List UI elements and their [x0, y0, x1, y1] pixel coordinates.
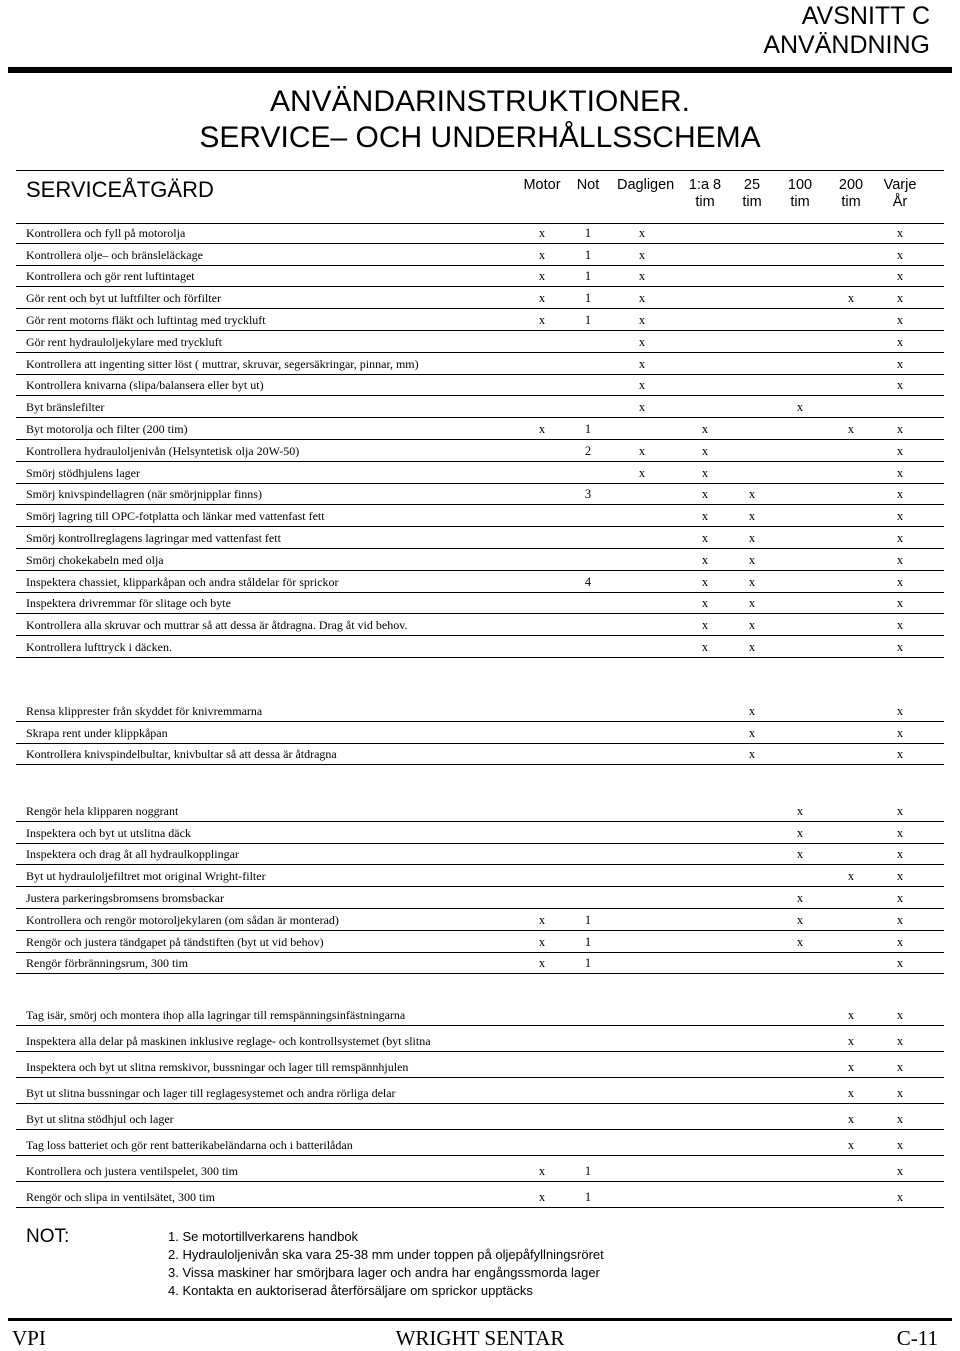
notes-label: NOT: [26, 1226, 70, 1247]
interval-mark-h8: x [701, 509, 709, 524]
table-row [16, 244, 944, 266]
table-row [16, 843, 944, 865]
table-row [16, 1156, 944, 1182]
task-label: Smörj chokekabeln med olja [26, 552, 164, 567]
interval-mark-year: x [896, 1164, 904, 1178]
column-header-line: tim [790, 194, 810, 210]
interval-mark-not: 1 [584, 422, 592, 436]
interval-mark-year: x [896, 422, 904, 436]
table-row [16, 865, 944, 887]
column-header-dagligen [617, 177, 675, 194]
task-label: Kontrollera knivspindelbultar, knivbultar så att dessa är åtdragna [26, 747, 337, 762]
footer-publisher: VPI [12, 1326, 46, 1350]
interval-mark-not: 1 [584, 956, 592, 971]
interval-mark-year: x [896, 225, 904, 240]
interval-mark-h200: x [847, 291, 855, 306]
interval-mark-h200: x [847, 1138, 855, 1152]
task-label: Justera parkeringsbromsens bromsbackar [26, 891, 224, 905]
task-label: Byt ut slitna stödhjul och lager [26, 1112, 174, 1126]
table-row [16, 353, 944, 375]
interval-mark-not: 1 [584, 225, 592, 240]
task-label: Byt ut hydrauloljefiltret mot original Wright-filter [26, 869, 266, 884]
page-title [0, 84, 960, 156]
column-header-line: 100 [787, 177, 813, 193]
table-row [16, 331, 944, 353]
table-row [16, 1182, 944, 1208]
table-header [16, 170, 944, 224]
task-label: Kontrollera och gör rent luftintaget [26, 269, 195, 284]
column-header-line: 1:a 8 [688, 177, 722, 193]
table-row [16, 462, 944, 484]
task-label: Rengör och slipa in ventilsätet, 300 tim [26, 1190, 215, 1204]
interval-mark-h25: x [748, 531, 756, 545]
column-header-line: tim [841, 194, 861, 210]
interval-mark-year: x [896, 747, 904, 762]
interval-mark-h25: x [748, 596, 756, 611]
task-label: Smörj stödhjulens lager [26, 465, 140, 480]
interval-mark-year: x [896, 725, 904, 740]
task-label: Kontrollera knivarna (slipa/balansera eller byt ut) [26, 378, 264, 393]
column-header-line: tim [742, 194, 762, 210]
note-item: 1. Se motortillverkarens handbok [168, 1229, 359, 1244]
column-header-line: Not [576, 177, 600, 193]
interval-mark-h8: x [701, 640, 709, 654]
interval-mark-h25: x [748, 703, 756, 718]
interval-mark-year: x [896, 1060, 904, 1074]
page-title-line-2: SERVICE– OCH UNDERHÅLLSSCHEMA [199, 121, 761, 154]
column-header-line: tim [695, 194, 715, 210]
column-header-task: SERVICEÅTGÄRD [26, 177, 214, 202]
interval-mark-year: x [896, 891, 904, 905]
interval-mark-dagligen: x [638, 291, 646, 306]
interval-mark-h8: x [701, 531, 709, 545]
task-label: Rengör förbränningsrum, 300 tim [26, 956, 188, 971]
interval-mark-year: x [896, 291, 904, 306]
interval-mark-h100: x [796, 891, 804, 905]
column-header-line: Dagligen [617, 177, 675, 193]
table-row [16, 592, 944, 614]
interval-mark-motor: x [538, 934, 546, 949]
interval-mark-h25: x [748, 618, 756, 633]
interval-mark-not: 4 [584, 574, 592, 589]
task-label: Inspektera alla delar på maskinen inklusive reglage- och kontrollsystemet (byt slitna [26, 1034, 431, 1048]
interval-mark-year: x [896, 934, 904, 949]
interval-mark-not: 1 [584, 1190, 592, 1204]
interval-mark-year: x [896, 531, 904, 545]
table-row [16, 931, 944, 953]
interval-mark-h25: x [748, 640, 756, 654]
column-header-h100 [775, 177, 825, 211]
task-label: Rensa klipprester från skyddet för knivremmarna [26, 703, 263, 718]
note-item: 3. Vissa maskiner har smörjbara lager och andra har engångssmorda lager [168, 1265, 600, 1280]
interval-mark-year: x [896, 509, 904, 524]
task-label: Byt ut slitna bussningar och lager till reglagesystemet och andra rörliga delar [26, 1086, 396, 1100]
interval-mark-not: 1 [584, 247, 592, 262]
interval-mark-year: x [896, 956, 904, 971]
section-heading [763, 2, 930, 60]
interval-mark-h8: x [701, 596, 709, 611]
table-row [16, 309, 944, 331]
interval-mark-h25: x [748, 747, 756, 762]
interval-mark-not: 1 [584, 1164, 592, 1178]
table-row [16, 418, 944, 440]
task-label: Inspektera och byt ut utslitna däck [26, 825, 191, 840]
table-row [16, 700, 944, 722]
interval-mark-dagligen: x [638, 356, 646, 371]
interval-mark-motor: x [538, 912, 546, 927]
interval-mark-motor: x [538, 291, 546, 306]
column-header-line: 200 [838, 177, 864, 193]
interval-mark-h25: x [748, 574, 756, 589]
table-row [16, 483, 944, 505]
task-label: Kontrollera lufttryck i däcken. [26, 640, 172, 654]
interval-mark-year: x [896, 596, 904, 611]
interval-mark-h100: x [796, 934, 804, 949]
table-row [16, 287, 944, 309]
task-label: Smörj knivspindellagren (när smörjnipplar finns) [26, 487, 262, 502]
interval-mark-year: x [896, 465, 904, 480]
table-row [16, 614, 944, 636]
notes-list [168, 1228, 604, 1300]
interval-mark-h100: x [796, 825, 804, 840]
interval-mark-h8: x [701, 443, 709, 458]
interval-mark-year: x [896, 443, 904, 458]
table-row [16, 396, 944, 418]
task-label: Kontrollera och fyll på motorolja [26, 225, 186, 240]
interval-mark-h25: x [748, 725, 756, 740]
bottom-divider [8, 1318, 952, 1321]
task-label: Byt bränslefilter [26, 400, 105, 415]
task-label: Tag loss batteriet och gör rent batterikabeländarna och i batterilådan [26, 1138, 353, 1152]
footer-page-number: C-11 [896, 1326, 938, 1350]
table-row [16, 722, 944, 744]
interval-mark-not: 1 [584, 912, 592, 927]
top-divider [8, 67, 952, 73]
interval-mark-year: x [896, 1138, 904, 1152]
column-header-line: 25 [743, 177, 761, 193]
interval-mark-h8: x [701, 552, 709, 567]
interval-mark-dagligen: x [638, 443, 646, 458]
interval-mark-h200: x [847, 1086, 855, 1100]
task-label: Byt motorolja och filter (200 tim) [26, 422, 188, 436]
interval-mark-h200: x [847, 422, 855, 436]
interval-mark-h8: x [701, 487, 709, 502]
interval-mark-year: x [896, 618, 904, 633]
column-header-motor [517, 177, 567, 194]
column-header-line: Motor [523, 177, 561, 193]
interval-mark-not: 2 [584, 443, 592, 458]
interval-mark-dagligen: x [638, 465, 646, 480]
interval-mark-year: x [896, 334, 904, 349]
interval-mark-h200: x [847, 1112, 855, 1126]
interval-mark-motor: x [538, 225, 546, 240]
column-header-line: År [892, 194, 908, 210]
table-row [16, 1000, 944, 1026]
interval-mark-dagligen: x [638, 269, 646, 284]
interval-mark-year: x [896, 640, 904, 654]
task-label: Rengör och justera tändgapet på tändstiften (byt ut vid behov) [26, 934, 324, 949]
interval-mark-h8: x [701, 422, 709, 436]
interval-mark-motor: x [538, 269, 546, 284]
section-name: ANVÄNDNING [763, 31, 930, 59]
interval-mark-year: x [896, 487, 904, 502]
interval-mark-dagligen: x [638, 313, 646, 327]
task-label: Skrapa rent under klippkåpan [26, 725, 168, 740]
column-header-h200 [826, 177, 876, 211]
note-item: 2. Hydrauloljenivån ska vara 25-38 mm under toppen på oljepåfyllningsröret [168, 1247, 604, 1262]
interval-mark-dagligen: x [638, 225, 646, 240]
task-label: Inspektera och byt ut slitna remskivor, bussningar och lager till remspännhjulen [26, 1060, 409, 1074]
page-title-line-1: ANVÄNDARINSTRUKTIONER. [269, 85, 691, 118]
interval-mark-year: x [896, 552, 904, 567]
interval-mark-not: 1 [584, 269, 592, 284]
note-item: 4. Kontakta en auktoriserad återförsäljare om sprickor upptäcks [168, 1283, 533, 1298]
table-row [16, 1104, 944, 1130]
task-label: Smörj lagring till OPC-fotplatta och länkar med vattenfast fett [26, 509, 325, 524]
interval-mark-year: x [896, 574, 904, 589]
interval-mark-dagligen: x [638, 378, 646, 393]
interval-mark-not: 1 [584, 934, 592, 949]
table-row [16, 800, 944, 822]
interval-mark-not: 1 [584, 291, 592, 306]
interval-mark-year: x [896, 378, 904, 393]
interval-mark-year: x [896, 269, 904, 284]
task-label: Inspektera chassiet, klipparkåpan och andra ståldelar för sprickor [26, 574, 339, 589]
table-row [16, 636, 944, 658]
task-label: Gör rent motorns fläkt och luftintag med tryckluft [26, 313, 266, 327]
table-row [16, 1130, 944, 1156]
interval-mark-year: x [896, 313, 904, 327]
table-row [16, 1078, 944, 1104]
task-label: Gör rent och byt ut luftfilter och förfilter [26, 291, 221, 306]
table-row [16, 743, 944, 765]
table-row [16, 222, 944, 244]
table-row [16, 549, 944, 571]
interval-mark-h8: x [701, 574, 709, 589]
task-label: Kontrollera och justera ventilspelet, 300 tim [26, 1164, 238, 1178]
task-label: Gör rent hydrauloljekylare med tryckluft [26, 334, 222, 349]
task-label: Kontrollera olje– och bränsleläckage [26, 247, 203, 262]
interval-mark-h25: x [748, 509, 756, 524]
task-label: Smörj kontrollreglagens lagringar med vattenfast fett [26, 531, 281, 545]
interval-mark-year: x [896, 1190, 904, 1204]
section-number: AVSNITT C [801, 2, 930, 30]
interval-mark-motor: x [538, 313, 546, 327]
column-header-line: Varje [883, 177, 917, 193]
table-row [16, 571, 944, 593]
table-row [16, 265, 944, 287]
interval-mark-h200: x [847, 1060, 855, 1074]
interval-mark-h100: x [796, 912, 804, 927]
interval-mark-dagligen: x [638, 334, 646, 349]
column-header-not [563, 177, 613, 194]
interval-mark-h25: x [748, 552, 756, 567]
interval-mark-year: x [896, 1034, 904, 1048]
interval-mark-not: 3 [584, 487, 592, 502]
task-label: Tag isär, smörj och montera ihop alla lagringar till remspänningsinfästningarna [26, 1008, 406, 1022]
table-row [16, 440, 944, 462]
task-label: Kontrollera hydrauloljenivån (Helsyntetisk olja 20W-50) [26, 443, 300, 458]
interval-mark-year: x [896, 825, 904, 840]
interval-mark-h200: x [847, 1034, 855, 1048]
interval-mark-h8: x [701, 465, 709, 480]
interval-mark-year: x [896, 912, 904, 927]
task-label: Inspektera och drag åt all hydraulkopplingar [26, 847, 239, 862]
task-label: Inspektera drivremmar för slitage och byte [26, 596, 231, 611]
interval-mark-motor: x [538, 956, 546, 971]
table-row [16, 1052, 944, 1078]
table-row [16, 1026, 944, 1052]
interval-mark-year: x [896, 356, 904, 371]
task-label: Kontrollera och rengör motoroljekylaren (om sådan är monterad) [26, 912, 339, 927]
interval-mark-h8: x [701, 618, 709, 633]
interval-mark-year: x [896, 1008, 904, 1022]
task-label: Kontrollera att ingenting sitter löst ( muttrar, skruvar, segersäkringar, pinnar, mm) [26, 356, 419, 371]
task-label: Rengör hela klipparen noggrant [26, 803, 179, 818]
interval-mark-h100: x [796, 803, 804, 818]
table-row [16, 952, 944, 974]
table-row [16, 374, 944, 396]
interval-mark-year: x [896, 869, 904, 884]
interval-mark-h25: x [748, 487, 756, 502]
interval-mark-year: x [896, 847, 904, 862]
table-row [16, 822, 944, 844]
interval-mark-year: x [896, 803, 904, 818]
column-header-h25 [727, 177, 777, 211]
interval-mark-not: 1 [584, 313, 592, 327]
column-header-h8 [680, 177, 730, 211]
interval-mark-h100: x [796, 847, 804, 862]
interval-mark-motor: x [538, 1164, 546, 1178]
task-label: Kontrollera alla skruvar och muttrar så att dessa är åtdragna. Drag åt vid behov. [26, 618, 408, 633]
column-header-year [875, 177, 925, 211]
table-row [16, 505, 944, 527]
interval-mark-motor: x [538, 247, 546, 262]
interval-mark-year: x [896, 1086, 904, 1100]
table-row [16, 909, 944, 931]
interval-mark-h200: x [847, 869, 855, 884]
interval-mark-motor: x [538, 422, 546, 436]
table-row [16, 887, 944, 909]
interval-mark-h100: x [796, 400, 804, 415]
footer-product: WRIGHT SENTAR [395, 1326, 565, 1350]
interval-mark-year: x [896, 703, 904, 718]
interval-mark-year: x [896, 1112, 904, 1126]
interval-mark-h200: x [847, 1008, 855, 1022]
table-row [16, 527, 944, 549]
interval-mark-motor: x [538, 1190, 546, 1204]
interval-mark-year: x [896, 247, 904, 262]
interval-mark-dagligen: x [638, 247, 646, 262]
interval-mark-dagligen: x [638, 400, 646, 415]
